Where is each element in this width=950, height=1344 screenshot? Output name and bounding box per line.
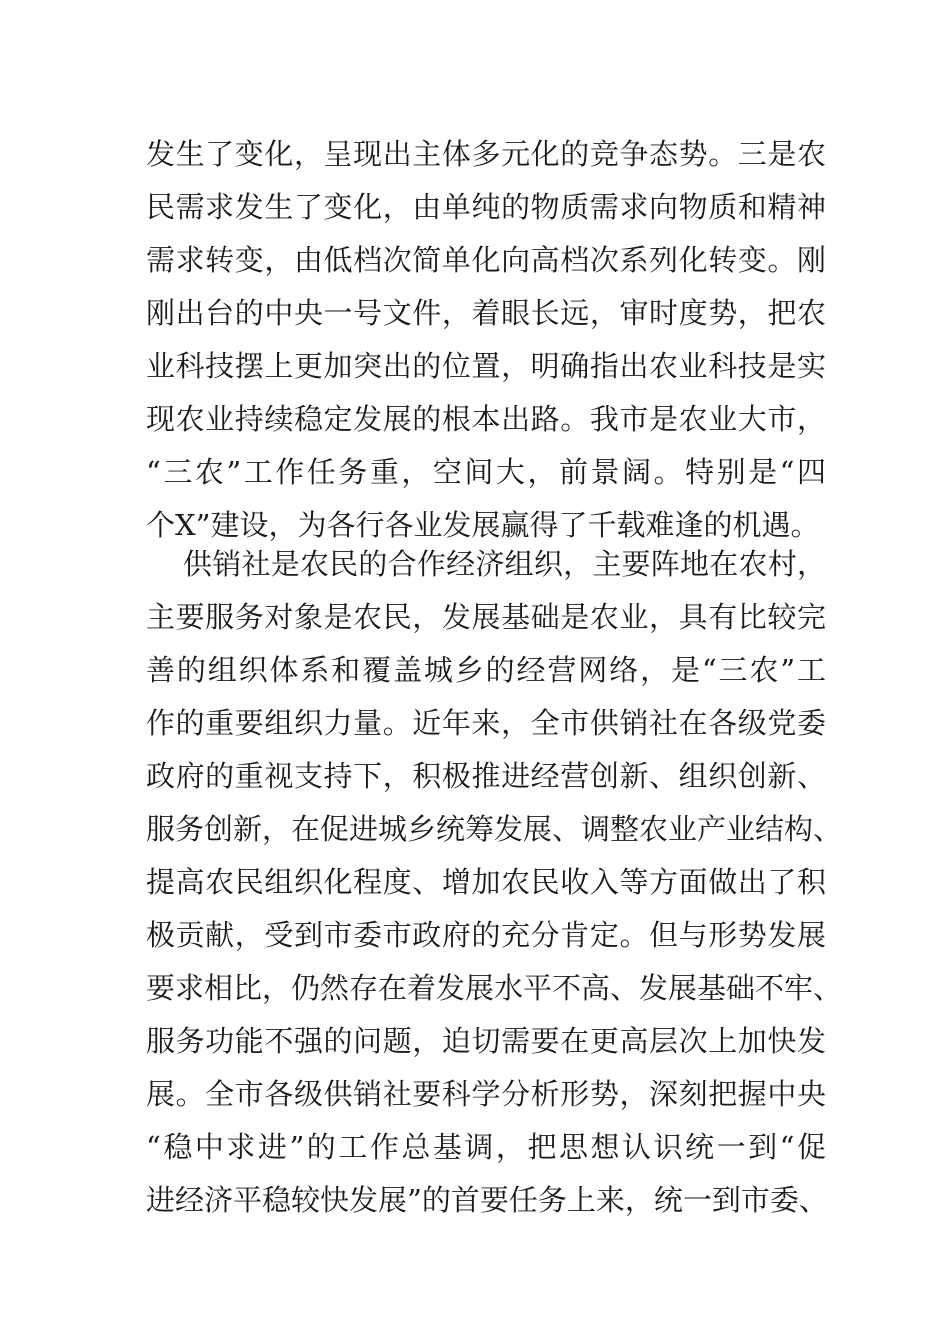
text-line: 进经济平稳较快发展”的首要任务上来，统一到市委、 bbox=[146, 1183, 828, 1217]
text-line: 善的组织体系和覆盖城乡的经营网络，是“三农”工 bbox=[146, 653, 826, 687]
paragraph-2 bbox=[146, 538, 843, 1227]
text-line: 民需求发生了变化，由单纯的物质需求向物质和精神 bbox=[146, 190, 826, 224]
text-line: 极贡献，受到市委市政府的充分肯定。但与形势发展 bbox=[146, 918, 826, 952]
text-line: 服务创新，在促进城乡统筹发展、调整农业产业结构、 bbox=[146, 812, 843, 846]
text-line: 展。全市各级供销社要科学分析形势，深刻把握中央 bbox=[146, 1077, 826, 1111]
text-line: 业科技摆上更加突出的位置，明确指出农业科技是实 bbox=[146, 349, 826, 383]
text-line: 要求相比，仍然存在着发展水平不高、发展基础不牢、 bbox=[146, 971, 843, 1005]
text-line: 刚出台的中央一号文件，着眼长远，审时度势，把农 bbox=[146, 296, 826, 330]
text-line: 政府的重视支持下，积极推进经营创新、组织创新、 bbox=[146, 759, 826, 793]
text-line: 服务功能不强的问题，迫切需要在更高层次上加快发 bbox=[146, 1024, 826, 1058]
text-line: 发生了变化，呈现出主体多元化的竞争态势。三是农 bbox=[146, 137, 826, 171]
text-line: “三农”工作任务重，空间大，前景阔。特别是“四 bbox=[146, 455, 826, 489]
text-line: 主要服务对象是农民，发展基础是农业，具有比较完 bbox=[146, 600, 826, 634]
text-line: 供销社是农民的合作经济组织，主要阵地在农村， bbox=[183, 547, 826, 581]
text-line: 现农业持续稳定发展的根本出路。我市是农业大市， bbox=[146, 402, 826, 436]
text-line: 个X”建设，为各行各业发展赢得了千载难逢的机遇。 bbox=[146, 508, 820, 542]
text-line: “稳中求进”的工作总基调，把思想认识统一到“促 bbox=[146, 1130, 826, 1164]
text-line: 提高农民组织化程度、增加农民收入等方面做出了积 bbox=[146, 865, 826, 899]
text-line: 作的重要组织力量。近年来，全市供销社在各级党委 bbox=[146, 706, 826, 740]
text-line: 需求转变，由低档次简单化向高档次系列化转变。刚 bbox=[146, 243, 826, 277]
paragraph-1 bbox=[146, 128, 826, 552]
